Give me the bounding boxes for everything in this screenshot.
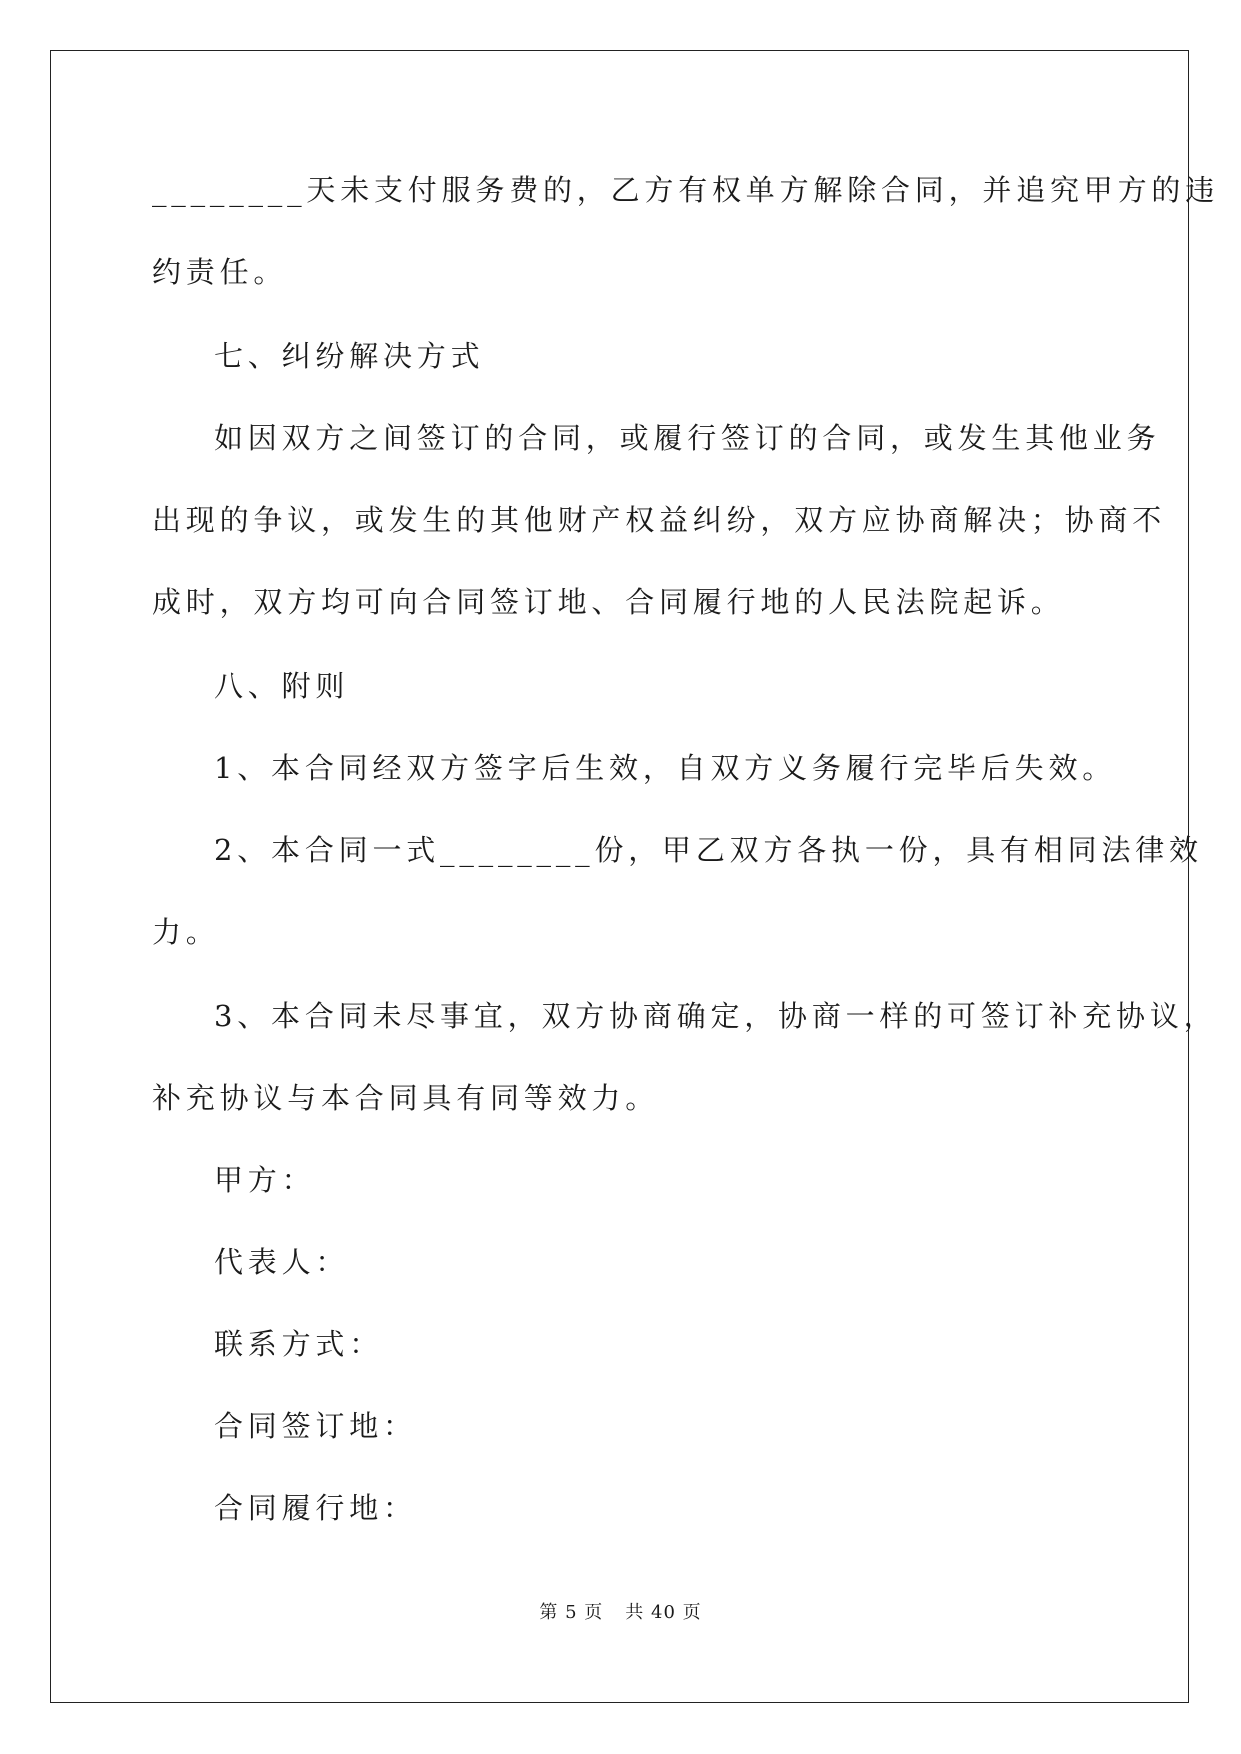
paragraph-line: 出现的争议，或发生的其他财产权益纠纷，双方应协商解决；协商不	[152, 503, 1167, 537]
paragraph-line: 如因双方之间签订的合同，或履行签订的合同，或发生其他业务	[214, 421, 1161, 455]
section-heading: 八、附则	[214, 669, 350, 703]
page-footer	[0, 1598, 1241, 1624]
signature-field-contact: 联系方式：	[214, 1327, 384, 1361]
page-number: 第 5 页	[539, 1602, 604, 1623]
paragraph-line: 成时，双方均可向合同签订地、合同履行地的人民法院起诉。	[152, 585, 1065, 619]
paragraph-line: ________天未支付服务费的，乙方有权单方解除合同，并追究甲方的违	[152, 173, 1220, 207]
paragraph-line: 补充协议与本合同具有同等效力。	[152, 1081, 660, 1115]
page-border	[50, 50, 1189, 1703]
paragraph-line: 1、本合同经双方签字后生效，自双方义务履行完毕后失效。	[214, 751, 1117, 785]
paragraph-line: 力。	[152, 915, 220, 949]
signature-field-party-a: 甲方：	[214, 1163, 316, 1197]
page-total: 共 40 页	[625, 1602, 702, 1623]
paragraph-line: 2、本合同一式________份，甲乙双方各执一份，具有相同法律效	[214, 833, 1203, 867]
signature-field-representative: 代表人：	[214, 1245, 350, 1279]
signature-field-signing-place: 合同签订地：	[214, 1409, 417, 1443]
paragraph-line: 约责任。	[152, 255, 288, 289]
paragraph-line: 3、本合同未尽事宜，双方协商确定，协商一样的可签订补充协议，	[214, 999, 1218, 1033]
signature-field-performance-place: 合同履行地：	[214, 1491, 417, 1525]
section-heading: 七、纠纷解决方式	[214, 339, 485, 373]
